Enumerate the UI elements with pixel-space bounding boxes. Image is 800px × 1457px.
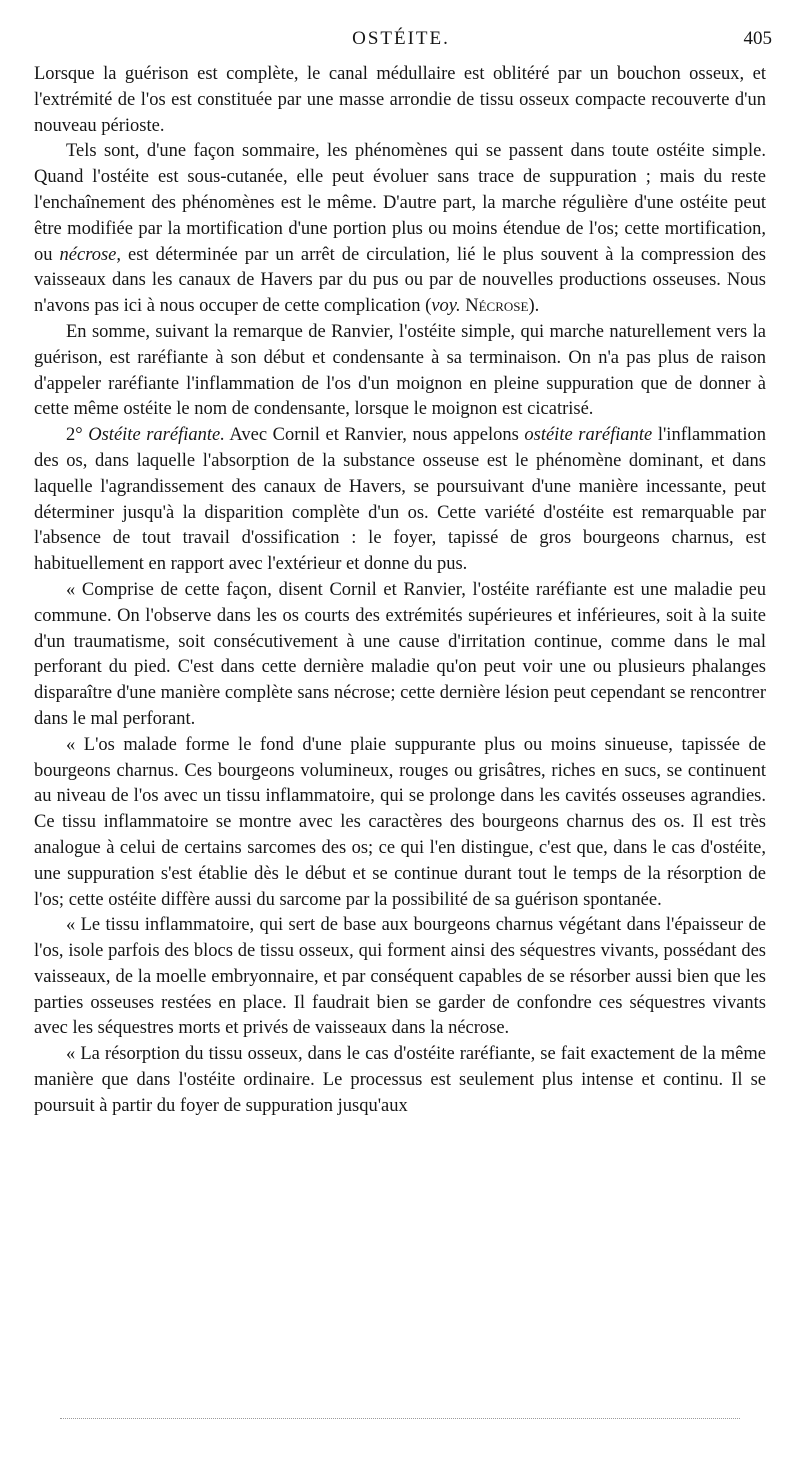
running-title: OSTÉITE.	[352, 28, 450, 49]
paragraph-3: En somme, suivant la remarque de Ranvier, l'ostéite simple, qui marche naturellement vers la guérison, est raréfiante à son début et condensante à sa terminaison. On n'a pas plus de raison d'appeler raréfiante l'inflammation de l'os d'un moignon en pleine suppuration que de donner à cette même ostéite le nom de condensante, lorsque le moignon est cicatrisé.	[34, 321, 766, 420]
cross-reference-voy: voy.	[431, 296, 461, 317]
section-number: 2°	[66, 425, 83, 446]
paragraph-5: « Comprise de cette façon, disent Cornil et Ranvier, l'ostéite raréfiante est une maladie peu commune. On l'observe dans les os courts des extrémités supérieures et inférieures, soit à la suite d'un traumatisme, soit consécutivement à une cause d'irritation continue, comme dans le mal perforant du pied. C'est dans cette dernière maladie qu'on peut voir une ou plusieurs phalanges disparaître d'une manière complète sans nécrose; cette dernière lésion peut cependant se rencontrer dans le mal perforant.	[34, 579, 766, 729]
body-text	[34, 62, 766, 1120]
running-head	[30, 28, 772, 56]
paragraph-4: 2° Ostéite raréfiante. Avec Cornil et Ranvier, nous appelons ostéite raréfiante l'inflammation des os, dans laquelle l'absorption de la substance osseuse est le phénomène dominant, et dans laquelle l'agrandissement des canaux de Havers, se poursuivant d'une manière incessante, peut déterminer jusqu'à la disparition complète d'un os. Cette variété d'ostéite est remarquable par l'absence de tout travail d'ossification : le foyer, tapissé de gros bourgeons charnus, est habituellement en rapport avec l'extérieur et donne du pus.	[34, 425, 766, 575]
paragraph-2: Tels sont, d'une façon sommaire, les phénomènes qui se passent dans toute ostéite simple. Quand l'ostéite est sous-cutanée, elle peut évoluer sans trace de suppuration ; mais du reste l'enchaînement des phénomènes est le même. D'autre part, la marche régulière d'une ostéite peut être modifiée par la mortification d'une portion plus ou moins étendue de l'os; cette mortification, ou nécrose, est déterminée par un arrêt de circulation, lié le plus souvent à la compression des vaisseaux dans les canaux de Havers par du pus ou par de nouvelles productions osseuses. Nous n'avons pas ici à nous occuper de cette complication (voy. Nécrose).	[34, 141, 767, 317]
bottom-dotted-rule	[60, 1418, 740, 1419]
section-heading: Ostéite raréfiante.	[88, 425, 225, 446]
cross-reference-necrose: Nécrose	[465, 296, 529, 317]
term-necrose: nécrose	[59, 244, 117, 265]
paragraph-7: « Le tissu inflammatoire, qui sert de base aux bourgeons charnus végétant dans l'épaisseur de l'os, isole parfois des blocs de tissu osseux, qui forment ainsi des séquestres vivants, possédant des vaisseaux, de la moelle embryonnaire, et par conséquent capables de se résorber aussi bien que les parties osseuses restées en place. Il faudrait bien se garder de confondre ces séquestres vivants avec les séquestres morts et privés de vaisseaux dans la nécrose.	[34, 915, 766, 1039]
paragraph-1: Lorsque la guérison est complète, le canal médullaire est oblitéré par un bouchon osseux, et l'extrémité de l'os est constituée par une masse arrondie de tissu osseux compacte recouverte d'un nouveau périoste.	[34, 64, 766, 136]
paragraph-6: « L'os malade forme le fond d'une plaie suppurante plus ou moins sinueuse, tapissée de bourgeons charnus. Ces bourgeons volumineux, rouges ou grisâtres, riches en sucs, se continuent au niveau de l'os avec un tissu inflammatoire, qui se prolonge dans les cavités osseuses agrandies. Ce tissu inflammatoire se montre avec les caractères des bourgeons charnus des os. Il est très analogue à celui de certains sarcomes des os; ce qui l'en distingue, c'est que, dans le cas d'ostéite, une suppuration s'est établie dès le début et se continue durant tout le temps de la résorption de l'os; cette ostéite diffère aussi du sarcome par la possibilité de sa guérison spontanée.	[34, 734, 766, 910]
term-osteite-rarefiante: ostéite raréfiante	[524, 425, 653, 446]
paragraph-8: « La résorption du tissu osseux, dans le cas d'ostéite raréfiante, se fait exactement de la même manière que dans l'ostéite ordinaire. Le processus est seulement plus intense et continu. Il se poursuit à partir du foyer de suppuration jusqu'aux	[34, 1044, 766, 1116]
page-number: 405	[743, 28, 772, 49]
